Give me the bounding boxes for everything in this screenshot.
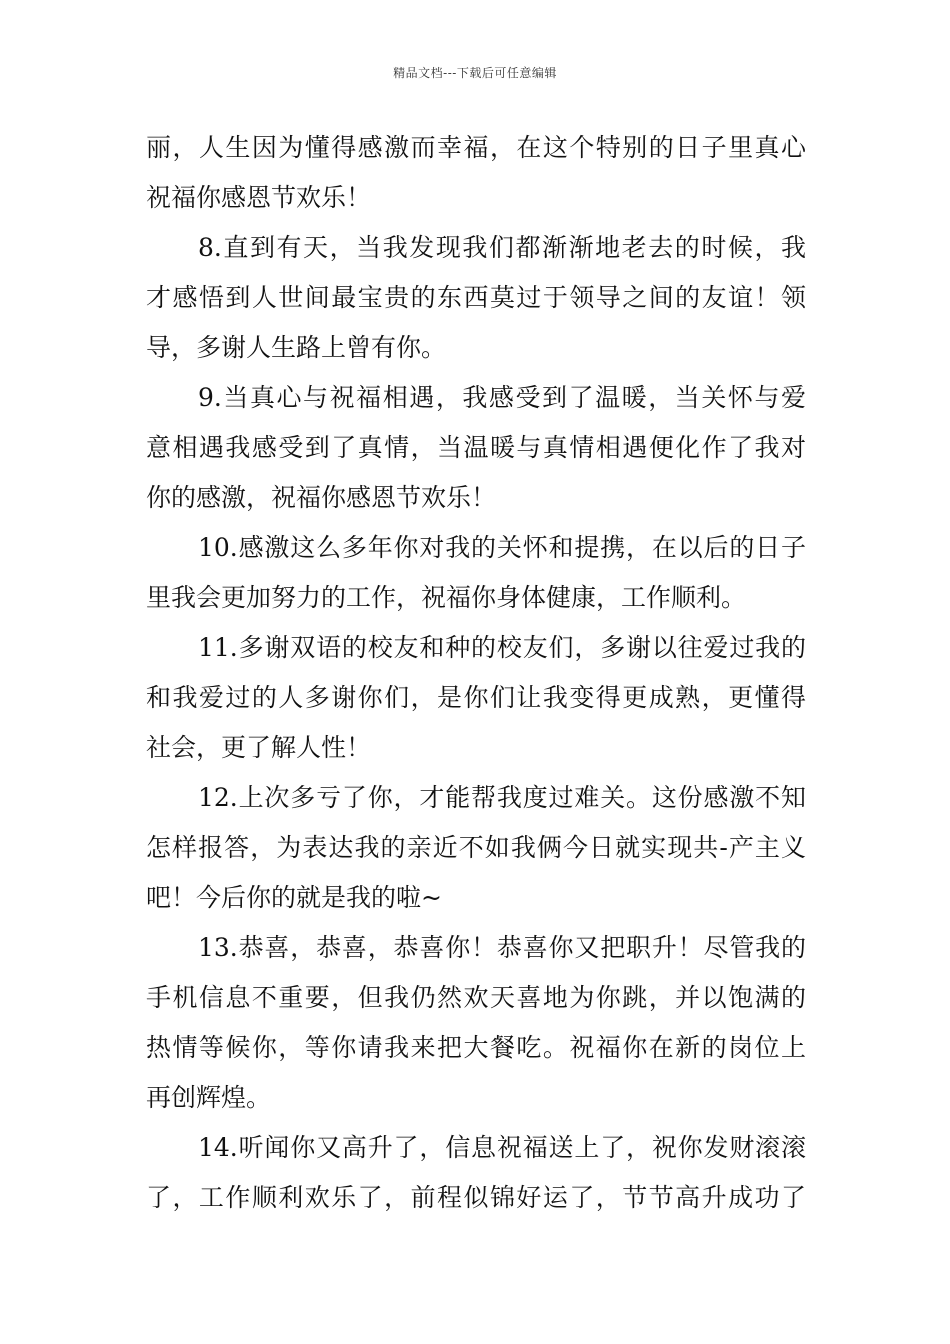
paragraph <box>146 923 806 1123</box>
text-line: 社会，更了解人性！ <box>146 733 372 762</box>
text-line: 再创辉煌。 <box>146 1083 272 1112</box>
text-line: 吧！今后你的就是我的啦~ <box>146 883 442 912</box>
text-line: 和我爱过的人多谢你们，是你们让我变得更成熟，更懂得 <box>146 683 806 712</box>
text-line: 10.感激这么多年你对我的关怀和提携，在以后的日子 <box>198 533 806 562</box>
text-line: 里我会更加努力的工作，祝福你身体健康，工作顺利。 <box>146 583 747 612</box>
paragraph <box>146 223 806 373</box>
text-line: 祝福你感恩节欢乐！ <box>146 183 372 212</box>
text-line: 11.多谢双语的校友和种的校友们，多谢以往爱过我的 <box>198 633 806 662</box>
text-line: 才感悟到人世间最宝贵的东西莫过于领导之间的友谊！领 <box>146 283 806 312</box>
paragraph <box>146 123 806 223</box>
paragraph <box>146 623 806 773</box>
text-line: 怎样报答，为表达我的亲近不如我俩今日就实现共-产主义 <box>146 833 806 862</box>
paragraph <box>146 373 806 523</box>
text-line: 丽，人生因为懂得感激而幸福，在这个特别的日子里真心 <box>146 133 806 162</box>
text-line: 热情等候你，等你请我来把大餐吃。祝福你在新的岗位上 <box>146 1033 806 1062</box>
paragraph <box>146 773 806 923</box>
text-line: 9.当真心与祝福相遇，我感受到了温暖，当关怀与爱 <box>198 383 806 412</box>
paragraph <box>146 1123 806 1223</box>
text-line: 你的感激，祝福你感恩节欢乐！ <box>146 483 497 512</box>
page-header: 精品文档---下载后可任意编辑 <box>393 66 557 80</box>
paragraph <box>146 523 806 623</box>
text-line: 12.上次多亏了你，才能帮我度过难关。这份感激不知 <box>198 783 806 812</box>
text-line: 意相遇我感受到了真情，当温暖与真情相遇便化作了我对 <box>146 433 806 462</box>
text-line: 导，多谢人生路上曾有你。 <box>146 333 447 362</box>
text-line: 14.听闻你又高升了，信息祝福送上了，祝你发财滚滚 <box>198 1133 806 1162</box>
text-line: 13.恭喜，恭喜，恭喜你！恭喜你又把职升！尽管我的 <box>198 933 806 962</box>
text-line: 8.直到有天，当我发现我们都渐渐地老去的时候，我 <box>198 233 806 262</box>
text-line: 手机信息不重要，但我仍然欢天喜地为你跳，并以饱满的 <box>146 983 806 1012</box>
document-body <box>146 123 806 1223</box>
text-line: 了，工作顺利欢乐了，前程似锦好运了，节节高升成功了 <box>146 1183 806 1212</box>
